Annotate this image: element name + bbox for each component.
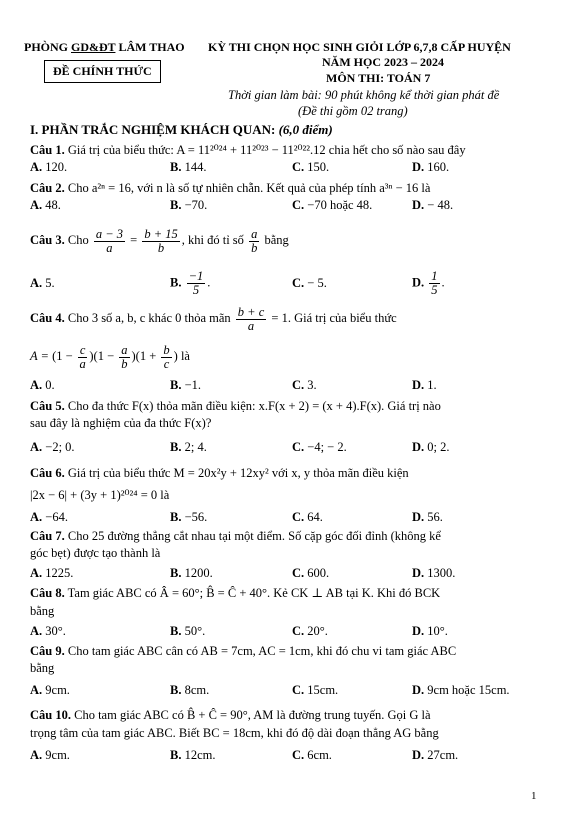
- option-key: D.: [412, 160, 428, 174]
- option-key: C.: [292, 198, 308, 212]
- option-c[interactable]: [292, 510, 323, 525]
- question-text-line2: |2x − 6| + (3y + 1)²⁰²⁴ = 0 là: [30, 488, 170, 502]
- question-label: Câu 9.: [30, 644, 65, 658]
- fraction: [119, 344, 129, 371]
- official-stamp: ĐỀ CHÍNH THỨC: [44, 60, 161, 83]
- option-value: 64.: [307, 510, 323, 524]
- fraction: [429, 270, 439, 297]
- question-text-line2: bằng: [30, 604, 55, 618]
- denominator: c: [163, 356, 170, 371]
- option-value: 12cm.: [184, 748, 216, 762]
- question-text-line2: sau đây là nghiệm của đa thức F(x)?: [30, 416, 212, 430]
- question-text: Cho đa thức F(x) thỏa mãn điều kiện: x.F(x + 2) = (x + 4).F(x). Giá trị nào: [64, 399, 441, 413]
- option-key: C.: [292, 510, 308, 524]
- option-key: D.: [412, 510, 428, 524]
- options-2: [30, 198, 560, 215]
- denominator: a: [247, 318, 255, 333]
- office-prefix: PHÒNG: [24, 40, 71, 54]
- option-key: A.: [30, 510, 46, 524]
- question-label: Câu 1.: [30, 143, 65, 157]
- question-text-line2: bằng: [30, 661, 55, 675]
- option-key: D.: [412, 440, 428, 454]
- option-key: A.: [30, 276, 46, 290]
- question-2: [30, 180, 560, 197]
- option-key: D.: [412, 378, 428, 392]
- question-label: Câu 7.: [30, 529, 65, 543]
- pages-note: (Đề thi gồm 02 trang): [298, 104, 408, 118]
- option-key: D.: [412, 198, 428, 212]
- options-7: [30, 566, 560, 583]
- option-value: .: [207, 275, 211, 290]
- denominator: b: [121, 356, 128, 371]
- option-a[interactable]: [30, 160, 67, 175]
- denominator: a: [79, 356, 86, 371]
- option-a[interactable]: [30, 566, 73, 581]
- question-7: [30, 528, 560, 562]
- question-label: Câu 2.: [30, 181, 65, 195]
- fraction: [142, 228, 179, 255]
- option-d[interactable]: [412, 510, 443, 525]
- question-text: Giá trị của biểu thức: A = 11²⁰²⁴ + 11²⁰²³ − 11²⁰²².12 chia hết cho số nào sau đây: [64, 143, 466, 157]
- option-key: B.: [170, 683, 185, 697]
- section-title: [30, 122, 333, 138]
- question-text: Cho 3 số a, b, c khác 0 thỏa mãn: [64, 311, 234, 325]
- fraction: [236, 306, 266, 333]
- option-value: 1300.: [427, 566, 456, 580]
- numerator: −1: [188, 269, 204, 283]
- numerator: a: [251, 226, 258, 241]
- option-c[interactable]: [292, 683, 338, 698]
- denominator: b: [157, 240, 165, 255]
- option-value: 144.: [184, 160, 207, 174]
- option-value: 8cm.: [184, 683, 210, 697]
- fraction: [187, 270, 206, 297]
- question-label: Câu 3.: [30, 233, 65, 247]
- options-10: [30, 748, 560, 765]
- option-key: B.: [170, 566, 185, 580]
- option-value: 20°.: [307, 624, 328, 638]
- option-c[interactable]: [292, 160, 329, 175]
- option-c[interactable]: [292, 276, 327, 291]
- question-label: Câu 10.: [30, 708, 71, 722]
- option-value: 30°.: [45, 624, 66, 638]
- office-underlined: GD&ĐT: [71, 40, 116, 54]
- option-value: 9cm.: [45, 683, 70, 697]
- option-key: C.: [292, 276, 308, 290]
- option-value: −56.: [184, 510, 208, 524]
- question-10: [30, 706, 560, 742]
- expression-part: )(1 −: [89, 349, 118, 363]
- option-key: B.: [170, 198, 185, 212]
- option-key: C.: [292, 160, 308, 174]
- option-key: C.: [292, 624, 308, 638]
- option-value: 5.: [45, 276, 55, 290]
- option-value: 0; 2.: [427, 440, 450, 454]
- option-c[interactable]: [292, 566, 329, 581]
- option-value: 2; 4.: [184, 440, 207, 454]
- fraction: [78, 344, 88, 371]
- equals-sign: =: [127, 233, 141, 247]
- option-key: C.: [292, 566, 308, 580]
- option-value: .: [441, 275, 445, 290]
- fraction: [161, 344, 171, 371]
- option-b[interactable]: [170, 198, 207, 213]
- option-value: 10°.: [427, 624, 448, 638]
- question-1: [30, 142, 560, 159]
- option-key: C.: [292, 378, 308, 392]
- numerator: b: [163, 342, 170, 357]
- question-text: , khi đó tỉ số: [181, 233, 248, 247]
- question-label: Câu 6.: [30, 466, 65, 480]
- option-d[interactable]: [412, 748, 458, 763]
- question-5: [30, 398, 560, 432]
- numerator: a: [121, 342, 128, 357]
- question-text-line2: góc bẹt) được tạo thành là: [30, 546, 161, 560]
- question-4: [30, 302, 560, 334]
- options-9: [30, 683, 560, 700]
- numerator: a − 3: [95, 226, 124, 241]
- option-c[interactable]: [292, 624, 328, 639]
- question-3: [30, 224, 560, 256]
- option-value: 3.: [307, 378, 317, 392]
- option-a[interactable]: [30, 748, 70, 763]
- option-key: A.: [30, 748, 46, 762]
- question-4-expression: [30, 340, 560, 372]
- numerator: b + 15: [144, 226, 178, 241]
- option-key: B.: [170, 748, 185, 762]
- question-9: [30, 643, 560, 677]
- option-b[interactable]: [170, 683, 209, 698]
- fraction: [94, 228, 125, 255]
- option-value: 120.: [45, 160, 68, 174]
- option-value: 1200.: [184, 566, 213, 580]
- option-value: 15cm.: [307, 683, 339, 697]
- question-label: Câu 5.: [30, 399, 65, 413]
- option-a[interactable]: [30, 683, 70, 698]
- option-b[interactable]: [170, 270, 210, 297]
- option-key: B.: [170, 510, 185, 524]
- question-text: Cho a²ⁿ = 16, với n là số tự nhiên chẵn. Kết quả của phép tính a³ⁿ − 16 là: [64, 181, 431, 195]
- office-suffix: LÂM THAO: [115, 40, 185, 54]
- fraction: [249, 228, 259, 255]
- option-value: 9cm hoặc 15cm.: [427, 683, 510, 697]
- office-name: [24, 40, 185, 55]
- option-c[interactable]: [292, 440, 347, 455]
- option-value: 1.: [427, 378, 437, 392]
- question-label: Câu 8.: [30, 586, 65, 600]
- option-value: −4; − 2.: [307, 440, 347, 454]
- option-key: D.: [412, 275, 428, 290]
- option-key: B.: [170, 378, 185, 392]
- option-value: −64.: [45, 510, 68, 524]
- time-note: Thời gian làm bài: 90 phút không kể thời gian phát đề: [228, 88, 500, 102]
- question-text-line2: trọng tâm của tam giác ABC. Biết BC = 18cm, khi đó độ dài đoạn thẳng AG bằng: [30, 726, 439, 740]
- option-value: −70.: [184, 198, 208, 212]
- section-points: (6,0 điểm): [278, 122, 333, 137]
- option-key: A.: [30, 624, 46, 638]
- option-a[interactable]: [30, 624, 66, 639]
- option-d[interactable]: [412, 160, 449, 175]
- denominator: 5: [192, 283, 200, 297]
- option-value: 0.: [45, 378, 55, 392]
- expression-part: )(1 +: [131, 349, 160, 363]
- option-value: 48.: [45, 198, 61, 212]
- question-text: là: [177, 349, 190, 363]
- option-c[interactable]: [292, 378, 317, 393]
- options-4: [30, 378, 560, 395]
- option-c[interactable]: [292, 748, 332, 763]
- question-text: Giá trị của biểu thức M = 20x²y + 12xy² với x, y thỏa mãn điều kiện: [64, 466, 409, 480]
- option-value: 1225.: [45, 566, 74, 580]
- options-8: [30, 624, 560, 641]
- denominator: a: [106, 240, 113, 255]
- option-key: A.: [30, 378, 46, 392]
- option-b[interactable]: [170, 566, 213, 581]
- option-key: D.: [412, 748, 428, 762]
- option-a[interactable]: [30, 440, 75, 455]
- option-b[interactable]: [170, 510, 207, 525]
- options-6: [30, 510, 560, 527]
- subject: MÔN THI: TOÁN 7: [326, 71, 431, 85]
- option-value: − 5.: [307, 276, 327, 290]
- question-text: Tam giác ABC có Â = 60°; B̂ = Ĉ + 40°. Kẻ CK ⊥ AB tại K. Khi đó BCK: [64, 586, 441, 600]
- option-d[interactable]: [412, 683, 510, 698]
- school-year: NĂM HỌC 2023 – 2024: [322, 55, 444, 69]
- option-d[interactable]: [412, 566, 455, 581]
- exam-title: KỲ THI CHỌN HỌC SINH GIỎI LỚP 6,7,8 CẤP HUYỆN: [208, 40, 511, 54]
- option-a[interactable]: [30, 510, 68, 525]
- option-value: −70 hoặc 48.: [307, 198, 373, 212]
- option-value: 56.: [427, 510, 443, 524]
- option-value: 50°.: [184, 624, 206, 638]
- option-value: 150.: [307, 160, 330, 174]
- option-key: D.: [412, 624, 428, 638]
- expression-part: (1 −: [52, 349, 76, 363]
- question-label: Câu 4.: [30, 311, 65, 325]
- option-b[interactable]: [170, 160, 206, 175]
- option-key: A.: [30, 566, 46, 580]
- question-text: Cho 25 đường thẳng cắt nhau tại một điểm. Số cặp góc đối đỉnh (không kể: [64, 529, 441, 543]
- option-value: 600.: [307, 566, 330, 580]
- option-key: A.: [30, 198, 46, 212]
- option-key: C.: [292, 748, 308, 762]
- question-text: = 1. Giá trị của biểu thức: [268, 311, 397, 325]
- question-text: Cho: [64, 233, 92, 247]
- option-b[interactable]: [170, 440, 207, 455]
- option-key: A.: [30, 440, 46, 454]
- option-value: 160.: [427, 160, 450, 174]
- option-key: A.: [30, 683, 46, 697]
- option-key: B.: [170, 440, 185, 454]
- options-1: [30, 160, 560, 177]
- option-d[interactable]: [412, 624, 448, 639]
- option-value: −1.: [184, 378, 202, 392]
- option-a[interactable]: [30, 198, 61, 213]
- option-value: 6cm.: [307, 748, 332, 762]
- question-text: Cho tam giác ABC cân có AB = 7cm, AC = 1cm, khi đó chu vi tam giác ABC: [64, 644, 457, 658]
- option-d[interactable]: [412, 270, 445, 297]
- option-key: D.: [412, 566, 428, 580]
- numerator: b + c: [237, 304, 265, 319]
- option-b[interactable]: [170, 748, 216, 763]
- option-key: A.: [30, 160, 46, 174]
- numerator: 1: [431, 269, 438, 283]
- option-d[interactable]: [412, 378, 437, 393]
- expression-lhs: A =: [30, 349, 53, 363]
- section-title-text: I. PHẦN TRẮC NGHIỆM KHÁCH QUAN:: [30, 122, 279, 137]
- option-value: 27cm.: [427, 748, 459, 762]
- question-text: bằng: [261, 233, 289, 247]
- option-b[interactable]: [170, 624, 205, 639]
- question-text: Cho tam giác ABC có B̂ + Ĉ = 90°, AM là đường trung tuyến. Gọi G là: [70, 708, 431, 722]
- denominator: b: [251, 240, 258, 255]
- option-value: 9cm.: [45, 748, 70, 762]
- expression-part: ): [173, 349, 178, 363]
- option-d[interactable]: [412, 198, 453, 213]
- option-key: C.: [292, 440, 308, 454]
- option-b[interactable]: [170, 378, 201, 393]
- option-a[interactable]: [30, 276, 55, 291]
- option-value: − 48.: [427, 198, 454, 212]
- option-key: B.: [170, 160, 185, 174]
- question-8: [30, 584, 560, 620]
- options-3: [30, 270, 560, 300]
- page-number: 1: [531, 790, 537, 802]
- option-value: −2; 0.: [45, 440, 75, 454]
- denominator: 5: [431, 283, 438, 297]
- numerator: c: [79, 342, 86, 357]
- option-c[interactable]: [292, 198, 372, 213]
- option-key: C.: [292, 683, 308, 697]
- question-6: [30, 462, 560, 506]
- option-key: D.: [412, 683, 428, 697]
- option-d[interactable]: [412, 440, 450, 455]
- option-key: B.: [170, 275, 185, 290]
- options-5: [30, 440, 560, 457]
- option-key: B.: [170, 624, 185, 638]
- option-a[interactable]: [30, 378, 55, 393]
